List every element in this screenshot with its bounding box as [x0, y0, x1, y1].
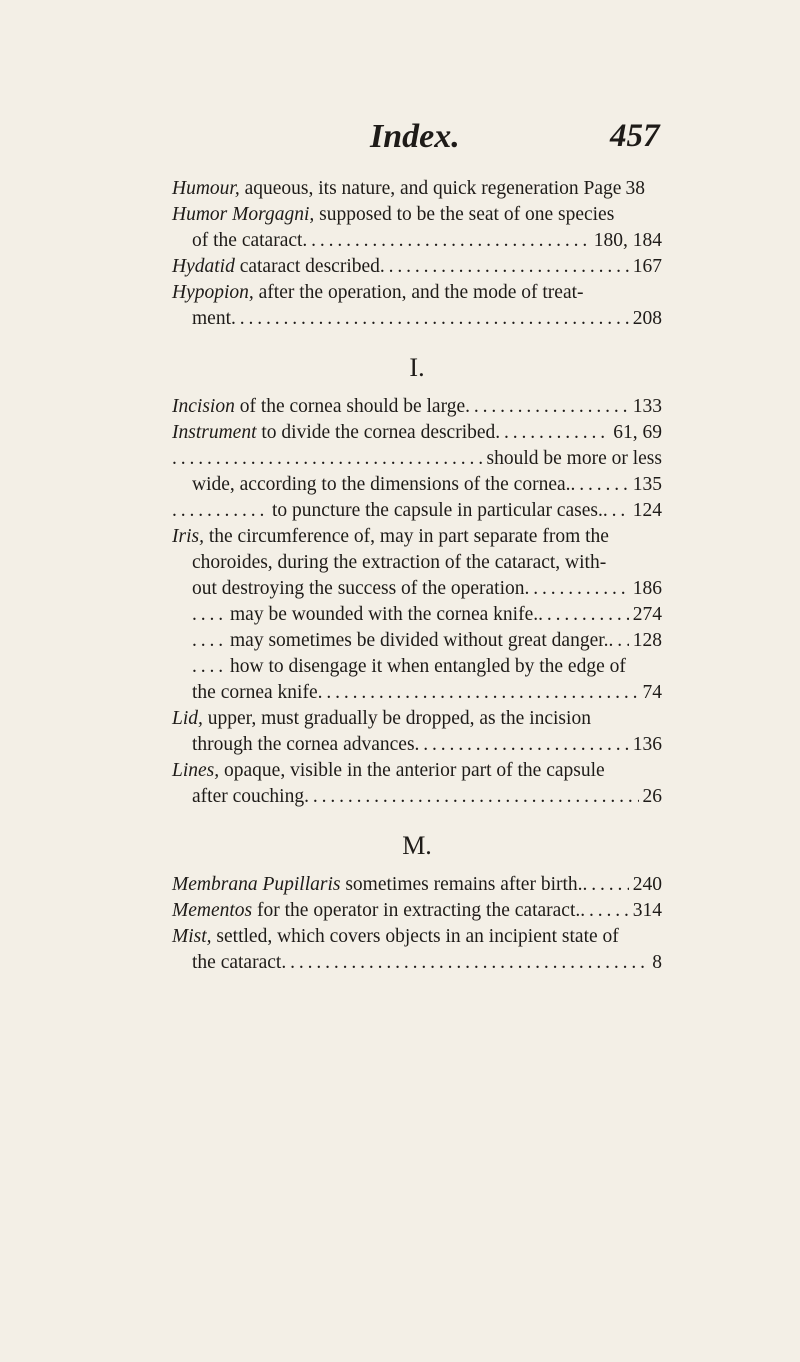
entry-text: should be more or less — [486, 448, 662, 469]
leader-dots — [302, 228, 589, 254]
index-entry-membrana — [172, 872, 662, 898]
entry-head: Humor Morgagni, — [172, 204, 315, 225]
entry-page: 167 — [632, 256, 662, 277]
entry-text: supposed to be the seat of one species — [314, 204, 615, 225]
entry-text: upper, must gradually be dropped, as the incision — [202, 708, 591, 729]
entry-continuation: out destroying the success of the operation — [192, 578, 525, 599]
leader-dots — [192, 628, 226, 654]
index-entry-lid — [172, 706, 662, 758]
page-number: 457 — [610, 118, 660, 154]
leader-dots — [172, 498, 268, 524]
index-entry-iris — [172, 524, 662, 602]
leader-dots — [571, 472, 629, 498]
page-title: Index. — [370, 118, 460, 155]
entry-text: the circumference of, may in part separate from the — [203, 526, 609, 547]
entry-continuation: the cornea knife — [192, 682, 318, 703]
entry-text: to divide the cornea described — [256, 422, 496, 443]
entry-head: Mementos — [172, 900, 253, 921]
entry-page: 314 — [632, 900, 662, 921]
entry-continuation: through the cornea advances — [192, 734, 415, 755]
entry-page: 74 — [642, 682, 662, 703]
leader-dots — [304, 784, 638, 810]
leader-dots — [380, 254, 629, 280]
entry-text: sometimes remains after birth. — [340, 874, 583, 895]
entry-text: cataract described — [234, 256, 380, 277]
entry-text: may be wounded with the cornea knife. — [230, 604, 539, 625]
leader-dots — [580, 898, 629, 924]
entry-page: 186 — [632, 578, 662, 599]
entry-continuation: ment — [192, 308, 231, 329]
entry-page: 124 — [632, 500, 662, 521]
entry-text: how to disengage it when entangled by the edge of — [230, 656, 626, 677]
leader-dots — [318, 680, 639, 706]
leader-dots — [495, 420, 609, 446]
entry-head: Mist, — [172, 926, 212, 947]
entry-head: Instrument — [172, 422, 257, 443]
entry-head: Membrana Pupillaris — [172, 874, 341, 895]
entry-text: may sometimes be divided without great danger. — [230, 630, 609, 651]
index-entry-hydatid — [172, 254, 662, 280]
entry-text: to puncture the capsule in particular cases. — [272, 500, 603, 521]
index-entry-mementos — [172, 898, 662, 924]
entry-page: 38 — [625, 178, 645, 199]
entry-continuation: after couching — [192, 786, 305, 807]
leader-dots — [192, 602, 226, 628]
entry-head: Hydatid — [172, 256, 235, 277]
entry-page: 274 — [632, 604, 662, 625]
entry-continuation: of the cataract — [192, 230, 303, 251]
entry-page: 136 — [632, 734, 662, 755]
leader-dots — [603, 498, 629, 524]
index-entry-instrument — [172, 420, 662, 446]
index-entry-incision — [172, 394, 662, 420]
entry-page: 240 — [632, 874, 662, 895]
entry-head: Humour, — [172, 178, 240, 199]
entry-page: 61, 69 — [613, 422, 662, 443]
entry-head: Incision — [172, 396, 235, 417]
index-entry-lines — [172, 758, 662, 810]
entry-page: 180, 184 — [593, 230, 662, 251]
page-header — [0, 118, 800, 164]
index-entry-mist — [172, 924, 662, 976]
entry-text: aqueous, its nature, and quick regeneration Page — [239, 178, 622, 199]
index-subentry-iris-wounded — [172, 602, 662, 628]
entry-page: 133 — [632, 396, 662, 417]
leader-dots — [525, 576, 629, 602]
leader-dots — [231, 306, 629, 332]
section-letter-m: M. — [402, 831, 432, 860]
leader-dots — [538, 602, 629, 628]
entry-page: 128 — [632, 630, 662, 651]
entry-head: Hypopion, — [172, 282, 254, 303]
entry-continuation: choroides, during the extraction of the cataract, with- — [192, 552, 607, 573]
entry-text: opaque, visible in the anterior part of the capsule — [219, 760, 605, 781]
index-subentry-instrument-capsule — [172, 498, 662, 524]
entry-continuation: the cataract — [192, 952, 282, 973]
index-entry-humor-morgagni — [172, 202, 662, 254]
index-entry-hypopion — [172, 280, 662, 332]
leader-dots — [192, 654, 226, 680]
entry-head: Lines, — [172, 760, 220, 781]
index-entries — [172, 176, 662, 976]
leader-dots — [609, 628, 629, 654]
entry-text: for the operator in extracting the cataract. — [252, 900, 581, 921]
index-subentry-instrument-width — [172, 446, 662, 498]
entry-page: 26 — [642, 786, 662, 807]
leader-dots — [465, 394, 629, 420]
leader-dots — [583, 872, 629, 898]
entry-head: Iris, — [172, 526, 204, 547]
leader-dots — [281, 950, 648, 976]
entry-page: 135 — [632, 474, 662, 495]
section-letter-i: I. — [409, 353, 425, 382]
index-subentry-iris-divided — [172, 628, 662, 654]
entry-text: of the cornea should be large — [234, 396, 466, 417]
entry-text: settled, which covers objects in an incipient state of — [211, 926, 619, 947]
entry-page: 208 — [632, 308, 662, 329]
leader-dots — [415, 732, 629, 758]
leader-dots — [172, 446, 483, 472]
entry-head: Lid, — [172, 708, 203, 729]
index-subentry-iris-disengage — [172, 654, 662, 706]
entry-text: after the operation, and the mode of treat- — [253, 282, 584, 303]
index-entry-humour — [172, 176, 662, 202]
entry-page: 8 — [652, 952, 662, 973]
entry-continuation: wide, according to the dimensions of the cornea. — [192, 474, 571, 495]
